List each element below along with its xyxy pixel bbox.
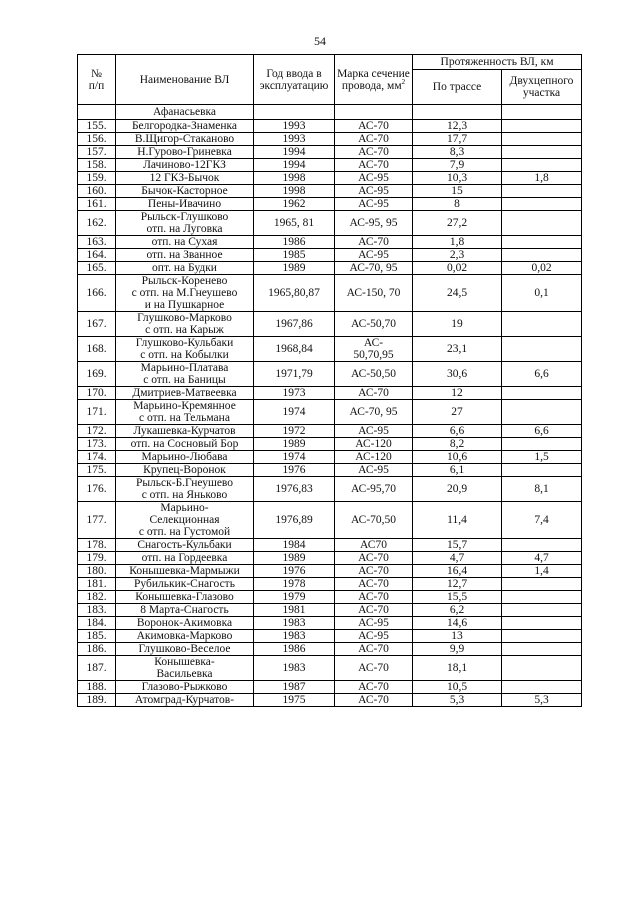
row-number-cell: 160. (78, 185, 116, 198)
wire-brand-cell: АС-95 (335, 249, 413, 262)
table-row (78, 262, 582, 275)
line-name-cell: Атомград-Курчатов- (116, 694, 254, 707)
wire-brand-cell: АС-95 (335, 617, 413, 630)
route-length-cell: 10,6 (413, 451, 502, 464)
route-length-cell: 30,6 (413, 362, 502, 387)
wire-brand-cell: АС-70 (335, 133, 413, 146)
double-circuit-length-cell: 0,1 (502, 275, 582, 312)
wire-brand-cell: АС-120 (335, 438, 413, 451)
double-circuit-length-cell: 1,4 (502, 565, 582, 578)
commission-year-cell: 1993 (254, 120, 335, 133)
double-circuit-length-cell (502, 249, 582, 262)
double-circuit-length-cell (502, 133, 582, 146)
double-circuit-length-cell (502, 337, 582, 362)
row-number-cell: 186. (78, 643, 116, 656)
double-circuit-length-cell (502, 643, 582, 656)
table-row (78, 362, 582, 387)
commission-year-cell: 1965, 81 (254, 211, 335, 236)
route-length-cell: 0,02 (413, 262, 502, 275)
commission-year-cell: 1978 (254, 578, 335, 591)
route-length-cell: 6,6 (413, 425, 502, 438)
row-number-cell: 172. (78, 425, 116, 438)
line-name-cell: опт. на Будки (116, 262, 254, 275)
row-number-cell: 170. (78, 387, 116, 400)
double-circuit-length-cell (502, 630, 582, 643)
wire-brand-cell: АС70 (335, 539, 413, 552)
double-circuit-length-cell: 6,6 (502, 362, 582, 387)
double-circuit-length-cell (502, 159, 582, 172)
route-length-cell: 12,3 (413, 120, 502, 133)
header-brand-text: Марка сечение провода, мм (337, 67, 410, 92)
double-circuit-length-cell (502, 387, 582, 400)
row-number-cell: 173. (78, 438, 116, 451)
double-circuit-length-cell (502, 591, 582, 604)
route-length-cell: 15,5 (413, 591, 502, 604)
commission-year-cell: 1976,89 (254, 502, 335, 539)
commission-year-cell: 1968,84 (254, 337, 335, 362)
table-row (78, 643, 582, 656)
line-name-cell: Воронок-Акимовка (116, 617, 254, 630)
route-length-cell: 8 (413, 198, 502, 211)
line-name-cell: Н.Гурово-Гриневка (116, 146, 254, 159)
double-circuit-length-cell (502, 185, 582, 198)
wire-brand-cell: АС-70 (335, 681, 413, 694)
header-num: № п/п (78, 55, 116, 105)
header-length-group: Протяженность ВЛ, км (413, 55, 582, 70)
line-name-cell: Акимовка-Марково (116, 630, 254, 643)
commission-year-cell: 1994 (254, 146, 335, 159)
row-number-cell: 156. (78, 133, 116, 146)
commission-year-cell: 1975 (254, 694, 335, 707)
double-circuit-length-cell (502, 604, 582, 617)
commission-year-cell: 1983 (254, 656, 335, 681)
line-name-cell: отп. на Званное (116, 249, 254, 262)
row-number-cell: 174. (78, 451, 116, 464)
route-length-cell: 11,4 (413, 502, 502, 539)
route-length-cell: 27,2 (413, 211, 502, 236)
route-length-cell: 2,3 (413, 249, 502, 262)
row-number-cell: 189. (78, 694, 116, 707)
double-circuit-length-cell: 5,3 (502, 694, 582, 707)
line-name-cell: отп. на Сосновый Бор (116, 438, 254, 451)
commission-year-cell: 1972 (254, 425, 335, 438)
commission-year-cell: 1976 (254, 464, 335, 477)
table-row (78, 211, 582, 236)
double-circuit-length-cell: 7,4 (502, 502, 582, 539)
commission-year-cell: 1987 (254, 681, 335, 694)
route-length-cell: 27 (413, 400, 502, 425)
row-number-cell: 183. (78, 604, 116, 617)
row-number-cell: 178. (78, 539, 116, 552)
wire-brand-cell: АС-70 (335, 578, 413, 591)
row-number-cell: 162. (78, 211, 116, 236)
line-name-cell: Марьино-Любава (116, 451, 254, 464)
page-number: 54 (314, 34, 326, 48)
section-empty-cell (78, 105, 116, 120)
table-row (78, 565, 582, 578)
wire-brand-cell: АС-95,70 (335, 477, 413, 502)
double-circuit-length-cell (502, 236, 582, 249)
table-row (78, 133, 582, 146)
table-row (78, 312, 582, 337)
double-circuit-length-cell (502, 120, 582, 133)
table-row (78, 337, 582, 362)
double-circuit-length-cell (502, 656, 582, 681)
route-length-cell: 8,3 (413, 146, 502, 159)
route-length-cell: 16,4 (413, 565, 502, 578)
commission-year-cell: 1962 (254, 198, 335, 211)
line-name-cell: Глушково-Марково с отп. на Карыж (116, 312, 254, 337)
double-circuit-length-cell: 8,1 (502, 477, 582, 502)
header-length-double: Двухцепного участка (502, 70, 582, 105)
line-name-cell: Конышевка-Глазово (116, 591, 254, 604)
table-row (78, 539, 582, 552)
row-number-cell: 164. (78, 249, 116, 262)
row-number-cell: 159. (78, 172, 116, 185)
row-number-cell: 181. (78, 578, 116, 591)
table-row (78, 464, 582, 477)
line-name-cell: Снагость-Кульбаки (116, 539, 254, 552)
double-circuit-length-cell (502, 312, 582, 337)
row-number-cell: 161. (78, 198, 116, 211)
table-row (78, 387, 582, 400)
wire-brand-cell: АС-70, 95 (335, 400, 413, 425)
wire-brand-cell: АС-70 (335, 643, 413, 656)
commission-year-cell: 1993 (254, 133, 335, 146)
row-number-cell: 165. (78, 262, 116, 275)
double-circuit-length-cell: 6,6 (502, 425, 582, 438)
row-number-cell: 155. (78, 120, 116, 133)
wire-brand-cell: АС-70,50 (335, 502, 413, 539)
line-name-cell: Рубилькик-Снагость (116, 578, 254, 591)
double-circuit-length-cell (502, 464, 582, 477)
commission-year-cell: 1986 (254, 236, 335, 249)
table-row (78, 249, 582, 262)
row-number-cell: 163. (78, 236, 116, 249)
table-row (78, 617, 582, 630)
table-body (78, 105, 582, 707)
wire-brand-cell: АС-70 (335, 146, 413, 159)
table-row (78, 159, 582, 172)
commission-year-cell: 1974 (254, 400, 335, 425)
route-length-cell: 10,5 (413, 681, 502, 694)
section-empty-cell (335, 105, 413, 120)
double-circuit-length-cell: 4,7 (502, 552, 582, 565)
commission-year-cell: 1976,83 (254, 477, 335, 502)
commission-year-cell: 1974 (254, 451, 335, 464)
wire-brand-cell: АС-95 (335, 185, 413, 198)
wire-brand-cell: АС-70 (335, 236, 413, 249)
line-name-cell: Лачиново-12ГКЗ (116, 159, 254, 172)
route-length-cell: 17,7 (413, 133, 502, 146)
commission-year-cell: 1973 (254, 387, 335, 400)
line-name-cell: Лукашевка-Курчатов (116, 425, 254, 438)
double-circuit-length-cell (502, 681, 582, 694)
row-number-cell: 176. (78, 477, 116, 502)
header-brand (335, 55, 413, 105)
line-name-cell: Конышевка- Васильевка (116, 656, 254, 681)
row-number-cell: 182. (78, 591, 116, 604)
section-empty-cell (502, 105, 582, 120)
wire-brand-cell: АС-50,50 (335, 362, 413, 387)
line-name-cell: Рыльск-Глушково отп. на Луговка (116, 211, 254, 236)
row-number-cell: 185. (78, 630, 116, 643)
row-number-cell: 157. (78, 146, 116, 159)
table-row (78, 275, 582, 312)
row-number-cell: 169. (78, 362, 116, 387)
commission-year-cell: 1981 (254, 604, 335, 617)
wire-brand-cell: АС-120 (335, 451, 413, 464)
route-length-cell: 1,8 (413, 236, 502, 249)
double-circuit-length-cell (502, 438, 582, 451)
table-row (78, 552, 582, 565)
route-length-cell: 20,9 (413, 477, 502, 502)
line-name-cell: Глазово-Рыжково (116, 681, 254, 694)
wire-brand-cell: АС-70 (335, 552, 413, 565)
route-length-cell: 12,7 (413, 578, 502, 591)
row-number-cell: 180. (78, 565, 116, 578)
commission-year-cell: 1986 (254, 643, 335, 656)
route-length-cell: 15,7 (413, 539, 502, 552)
route-length-cell: 13 (413, 630, 502, 643)
table-row (78, 591, 582, 604)
commission-year-cell: 1994 (254, 159, 335, 172)
route-length-cell: 5,3 (413, 694, 502, 707)
row-number-cell: 166. (78, 275, 116, 312)
route-length-cell: 8,2 (413, 438, 502, 451)
table-row (78, 477, 582, 502)
row-number-cell: 158. (78, 159, 116, 172)
double-circuit-length-cell (502, 211, 582, 236)
route-length-cell: 7,9 (413, 159, 502, 172)
commission-year-cell: 1965,80,87 (254, 275, 335, 312)
double-circuit-length-cell: 0,02 (502, 262, 582, 275)
line-name-cell: Марьино- Селекционная с отп. на Густомой (116, 502, 254, 539)
commission-year-cell: 1985 (254, 249, 335, 262)
row-number-cell: 179. (78, 552, 116, 565)
wire-brand-cell: АС-70 (335, 591, 413, 604)
table-row (78, 451, 582, 464)
line-name-cell: отп. на Гордеевка (116, 552, 254, 565)
section-empty-cell (254, 105, 335, 120)
table-row (78, 236, 582, 249)
table-row (78, 656, 582, 681)
double-circuit-length-cell (502, 146, 582, 159)
row-number-cell: 168. (78, 337, 116, 362)
route-length-cell: 23,1 (413, 337, 502, 362)
wire-brand-cell: АС-70, 95 (335, 262, 413, 275)
route-length-cell: 12 (413, 387, 502, 400)
table-row (78, 400, 582, 425)
line-name-cell: Крупец-Воронок (116, 464, 254, 477)
row-number-cell: 184. (78, 617, 116, 630)
wire-brand-cell: АС-95 (335, 172, 413, 185)
line-name-cell: отп. на Сухая (116, 236, 254, 249)
double-circuit-length-cell (502, 198, 582, 211)
line-name-cell: Глушково-Веселое (116, 643, 254, 656)
header-year: Год ввода в эксплуатацию (254, 55, 335, 105)
line-name-cell: Марьино-Кремянное с отп. на Тельмана (116, 400, 254, 425)
route-length-cell: 15 (413, 185, 502, 198)
header-brand-sup: 2 (401, 77, 406, 86)
commission-year-cell: 1976 (254, 565, 335, 578)
row-number-cell: 177. (78, 502, 116, 539)
header-name: Наименование ВЛ (116, 55, 254, 105)
wire-brand-cell: АС-70 (335, 120, 413, 133)
route-length-cell: 24,5 (413, 275, 502, 312)
line-name-cell: Марьино-Платава с отп. на Баницы (116, 362, 254, 387)
commission-year-cell: 1979 (254, 591, 335, 604)
route-length-cell: 6,1 (413, 464, 502, 477)
table-row (78, 630, 582, 643)
wire-brand-cell: АС-95 (335, 425, 413, 438)
commission-year-cell: 1989 (254, 262, 335, 275)
line-name-cell: 12 ГКЗ-Бычок (116, 172, 254, 185)
wire-brand-cell: АС-70 (335, 604, 413, 617)
double-circuit-length-cell (502, 617, 582, 630)
wire-brand-cell: АС- 50,70,95 (335, 337, 413, 362)
route-length-cell: 10,3 (413, 172, 502, 185)
row-number-cell: 171. (78, 400, 116, 425)
wire-brand-cell: АС-70 (335, 565, 413, 578)
line-name-cell: Глушково-Кульбаки с отп. на Кобылки (116, 337, 254, 362)
section-title: Афанасьевка (116, 105, 254, 120)
line-name-cell: Рыльск-Б.Гнеушево с отп. на Яньково (116, 477, 254, 502)
line-name-cell: Дмитриев-Матвеевка (116, 387, 254, 400)
line-name-cell: 8 Марта-Снагость (116, 604, 254, 617)
double-circuit-length-cell (502, 578, 582, 591)
double-circuit-length-cell: 1,8 (502, 172, 582, 185)
table-row (78, 578, 582, 591)
header-length-route: По трассе (413, 70, 502, 105)
table-row (78, 438, 582, 451)
row-number-cell: 188. (78, 681, 116, 694)
wire-brand-cell: АС-50,70 (335, 312, 413, 337)
wire-brand-cell: АС-95 (335, 464, 413, 477)
table-row (78, 185, 582, 198)
commission-year-cell: 1998 (254, 185, 335, 198)
wire-brand-cell: АС-70 (335, 159, 413, 172)
double-circuit-length-cell: 1,5 (502, 451, 582, 464)
table-row (78, 425, 582, 438)
commission-year-cell: 1989 (254, 552, 335, 565)
commission-year-cell: 1998 (254, 172, 335, 185)
wire-brand-cell: АС-95, 95 (335, 211, 413, 236)
table-row (78, 172, 582, 185)
line-name-cell: Белгородка-Знаменка (116, 120, 254, 133)
commission-year-cell: 1984 (254, 539, 335, 552)
commission-year-cell: 1983 (254, 630, 335, 643)
commission-year-cell: 1983 (254, 617, 335, 630)
commission-year-cell: 1971,79 (254, 362, 335, 387)
line-name-cell: В.Щигор-Стаканово (116, 133, 254, 146)
line-name-cell: Конышевка-Мармыжи (116, 565, 254, 578)
line-name-cell: Рыльск-Коренево с отп. на М.Гнеушево и на Пушкарное (116, 275, 254, 312)
wire-brand-cell: АС-95 (335, 630, 413, 643)
wire-brand-cell: АС-70 (335, 656, 413, 681)
route-length-cell: 4,7 (413, 552, 502, 565)
route-length-cell: 6,2 (413, 604, 502, 617)
route-length-cell: 18,1 (413, 656, 502, 681)
table-row (78, 604, 582, 617)
table-row (78, 120, 582, 133)
wire-brand-cell: АС-150, 70 (335, 275, 413, 312)
table-row (78, 694, 582, 707)
double-circuit-length-cell (502, 539, 582, 552)
route-length-cell: 14,6 (413, 617, 502, 630)
wire-brand-cell: АС-70 (335, 387, 413, 400)
line-name-cell: Бычок-Касторное (116, 185, 254, 198)
table-row (78, 198, 582, 211)
wire-brand-cell: АС-70 (335, 694, 413, 707)
commission-year-cell: 1989 (254, 438, 335, 451)
wire-brand-cell: АС-95 (335, 198, 413, 211)
double-circuit-length-cell (502, 400, 582, 425)
table-row (78, 502, 582, 539)
route-length-cell: 19 (413, 312, 502, 337)
section-empty-cell (413, 105, 502, 120)
power-lines-table (77, 54, 582, 707)
row-number-cell: 167. (78, 312, 116, 337)
row-number-cell: 187. (78, 656, 116, 681)
route-length-cell: 9,9 (413, 643, 502, 656)
line-name-cell: Пены-Ивачино (116, 198, 254, 211)
table-row (78, 146, 582, 159)
row-number-cell: 175. (78, 464, 116, 477)
table-row (78, 681, 582, 694)
commission-year-cell: 1967,86 (254, 312, 335, 337)
section-row (78, 105, 582, 120)
